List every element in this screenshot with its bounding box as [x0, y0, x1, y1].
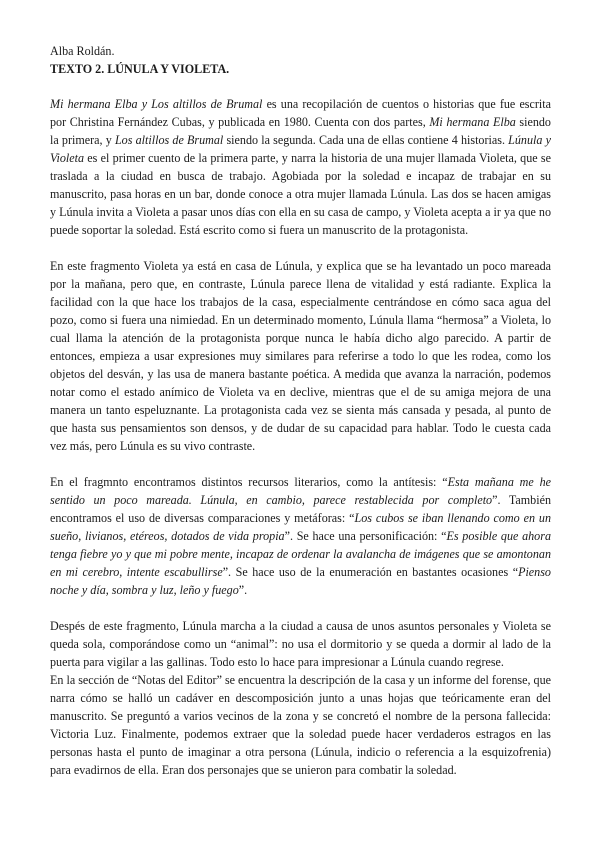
- quote-enumeration: Pienso noche y día, sombra y luz, leño y fuego: [50, 565, 551, 597]
- italic-part-two: Los altillos de Brumal: [114, 133, 224, 147]
- italic-story-title: Lúnula y Violeta: [50, 133, 551, 165]
- quote-personification: Es posible que ahora tenga fiebre yo y que mi pobre mente, incapaz de ordenar la avalancha de imágenes que se amontonan en mi cerebro, intente escabullirse: [50, 529, 551, 579]
- paragraph-introduction: Mi hermana Elba y Los altillos de Brumal es una recopilación de cuentos o historias que fue escrita por Christina Fernández Cubas, y publicada en 1980. Cuenta con dos partes, Mi hermana Elba siendo la primera, y Los altillos de Brumal siendo la segunda. Cada una de ellas contiene 4 historias. Lúnula y Violeta es el primer cuento de la primera parte, y narra la historia de una mujer llamada Violeta, que se traslada a la ciudad en busca de trabajo. Agobiada por la soledad e incapaz de trabajar en su manuscrito, pasa horas en un bar, donde conoce a otra mujer llamada Lúnula. Las dos se hacen amigas y Lúnula invita a Violeta a pasar unos días con ella en su casa de campo, y Violeta acepta a ir ya que no puede soportar la soledad. Está escrito como si fuera un manuscrito de la protagonista.: [50, 97, 551, 237]
- paragraph-editor-notes: En la sección de “Notas del Editor” se encuentra la descripción de la casa y un informe del forense, que narra cómo se halló un cadáver en descomposición junto a unas hojas que teóricamente eran del manuscrito. Se preguntó a varios vecinos de la zona y se concretó el nombre de la persona fallecida: Victoria Luz. Finalmente, podemos extraer que la soledad puede hacer verdaderos estragos en las personas hasta el punto de imaginar a otra persona (Lúnula, indicio o referencia a la esquizofrenia) para evadirnos de ella. Eran dos personajes que se unieron para combatir la soledad.: [50, 673, 552, 777]
- paragraph-literary-devices: En el fragmnto encontramos distintos recursos literarios, como la antítesis: “Esta mañana me he sentido un poco mareada. Lúnula, en cambio, parece restablecida por completo”. También encontramos el uso de diversas comparaciones y metáforas: “Los cubos se iban llenando como en un sueño, livianos, etéreos, dotados de vida propia”. Se hace una personificación: “Es posible que ahora tenga fiebre yo y que mi pobre mente, incapaz de ordenar la avalancha de imágenes que se amontonan en mi cerebro, intente escabullirse”. Se hace uso de la enumeración en bastantes ocasiones “Pienso noche y día, sombra y luz, leño y fuego”.: [50, 475, 551, 597]
- italic-part-one: Mi hermana Elba: [429, 115, 516, 129]
- italic-book-title: Mi hermana Elba y Los altillos de Brumal: [50, 97, 263, 111]
- document-title: TEXTO 2. LÚNULA Y VIOLETA.: [50, 62, 230, 76]
- quote-antithesis: Esta mañana me he sentido un poco mareada. Lúnula, en cambio, parece restablecida por completo: [50, 475, 551, 507]
- quote-metaphor: Los cubos se iban llenando como en un sueño, livianos, etéreos, dotados de vida propia: [50, 511, 551, 543]
- author-name: Alba Roldán.: [50, 44, 115, 58]
- paragraph-summary: En este fragmento Violeta ya está en casa de Lúnula, y explica que se ha levantado un poco mareada por la mañana, pero que, en contraste, Lúnula parece llena de vitalidad y está radiante. Explica la facilidad con la que hace los trabajos de la casa, especialmente centrándose en cómo saca agua del pozo, como si fuera una nimiedad. En un determinado momento, Lúnula llama “hermosa” a Violeta, lo cual llama la atención de la protagonista porque nunca le había dicho algo parecido. A partir de entonces, empieza a usar expresiones muy similares para referirse a todo lo que les rodea, como los objetos del desván, y las usa de manera bastante poética. A medida que avanza la narración, podemos notar como el estado anímico de Violeta va en declive, mientras que el de su amiga mejora de una manera un tanto espeluznante. La protagonista cada vez se sienta más cansada y pesada, al punto de que hasta sus pensamientos son densos, y de dudar de su capacidad para hablar. Todo le cuesta cada vez más, pero Lúnula es su vivo contraste.: [50, 259, 551, 453]
- paragraph-after-fragment: Despés de este fragmento, Lúnula marcha a la ciudad a causa de unos asuntos personales y Violeta se queda sola, comporándose como un “animal”: no usa el dormitorio y se queda a dormir al lado de la puerta para vigilar a las gallinas. Todo esto lo hace para impresionar a Lúnula cuando regrese.: [50, 619, 551, 669]
